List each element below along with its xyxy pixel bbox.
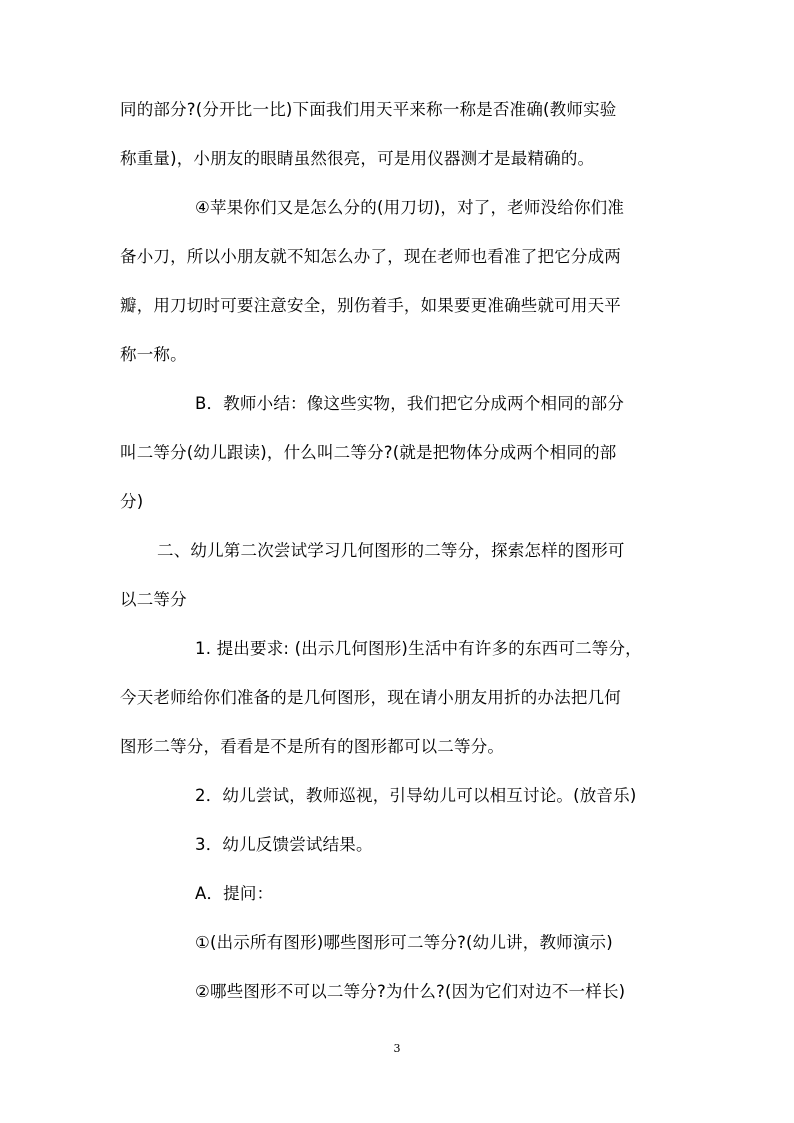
text-line: 分) bbox=[120, 492, 144, 511]
text-line: 图形二等分，看看是不是所有的图形都可以二等分。 bbox=[120, 737, 505, 756]
text-line: ②哪些图形不可以二等分?为什么?(因为它们对边不一样长) bbox=[195, 982, 626, 1001]
text-line: 瓣，用刀切时可要注意安全，别伤着手，如果要更准确些就可用天平 bbox=[120, 296, 621, 315]
text-line: 称一称。 bbox=[120, 345, 187, 364]
text-line: 3．幼儿反馈尝试结果。 bbox=[195, 835, 373, 854]
text-line: 1. 提出要求: (出示几何图形)生活中有许多的东西可二等分， bbox=[195, 639, 642, 658]
text-line: 同的部分?(分开比一比)下面我们用天平来称一称是否准确(教师实验 bbox=[120, 100, 617, 119]
page-number: 3 bbox=[393, 1042, 401, 1055]
text-line: B．教师小结：像这些实物，我们把它分成两个相同的部分 bbox=[195, 394, 625, 413]
text-line: 叫二等分(幼儿跟读)，什么叫二等分?(就是把物体分成两个相同的部 bbox=[120, 443, 617, 462]
text-line: 以二等分 bbox=[120, 590, 187, 609]
text-line: 备小刀，所以小朋友就不知怎么办了，现在老师也看准了把它分成两 bbox=[120, 247, 621, 266]
text-line: ④苹果你们又是怎么分的(用刀切)，对了，老师没给你们准 bbox=[195, 198, 625, 217]
section-heading: 二、幼儿第二次尝试学习几何图形的二等分，探索怎样的图形可 bbox=[157, 541, 625, 560]
text-line: 称重量)，小朋友的眼睛虽然很亮，可是用仪器测才是最精确的。 bbox=[120, 149, 595, 168]
text-line: 2．幼儿尝试，教师巡视，引导幼儿可以相互讨论。(放音乐) bbox=[195, 786, 637, 805]
text-line: 今天老师给你们准备的是几何图形，现在请小朋友用折的办法把几何 bbox=[120, 688, 621, 707]
text-line: A．提问： bbox=[195, 884, 274, 903]
text-line: ①(出示所有图形)哪些图形可二等分?(幼儿讲，教师演示) bbox=[195, 933, 613, 952]
